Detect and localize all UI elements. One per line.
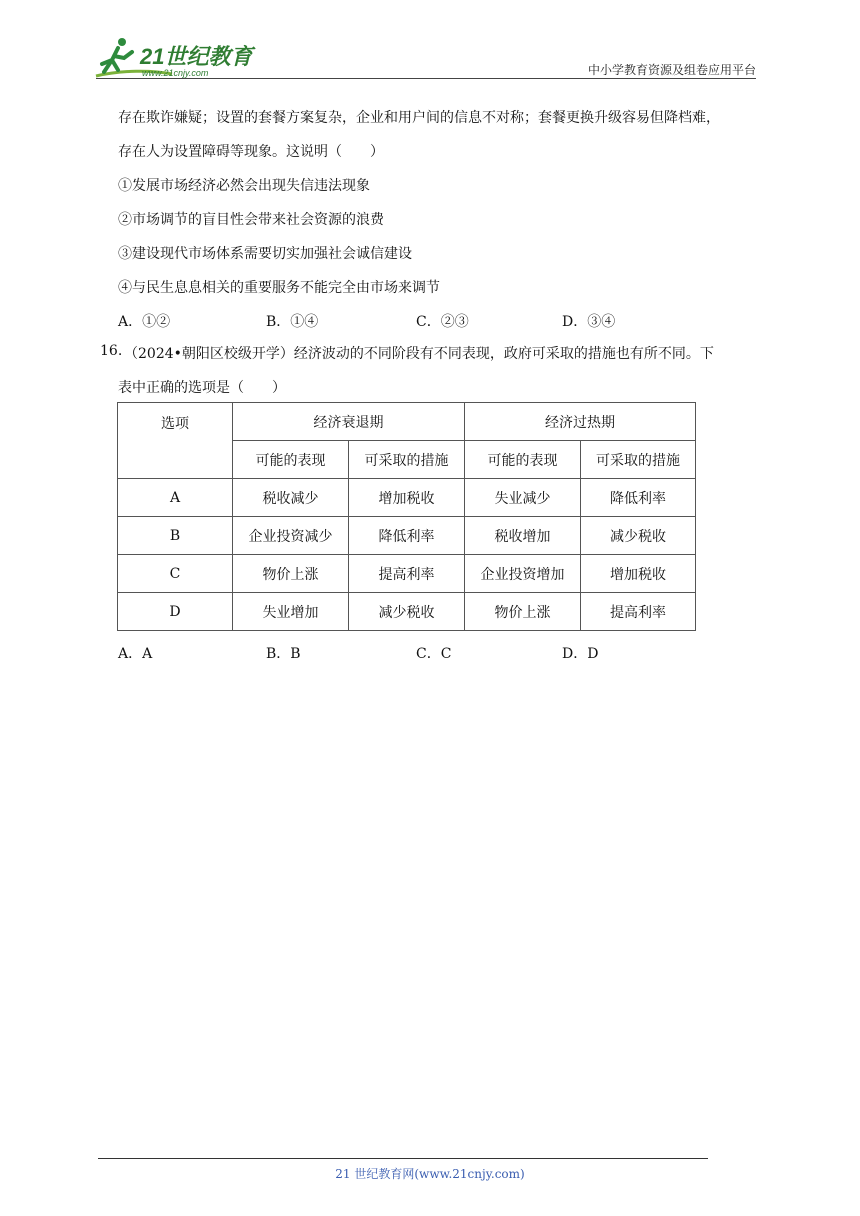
q15-statement-3: ③建设现代市场体系需要切实加强社会诚信建设 [118,246,412,262]
header-platform-text: 中小学教育资源及组卷应用平台 [587,63,756,77]
q16-stem-line-1: （2024•朝阳区校级开学）经济波动的不同阶段有不同表现，政府可采取的措施也有所不同。下 [124,346,714,362]
header-divider [96,78,756,79]
subheader-cell: 可采取的措施 [581,441,696,479]
table-header-row [118,403,696,441]
table-cell: D [118,593,233,631]
table-cell: 物价上涨 [465,593,581,631]
table-cell: 物价上涨 [233,555,349,593]
table-row [118,517,696,555]
q15-option-a[interactable]: A．①② [118,314,171,330]
table-row [118,479,696,517]
table-cell: 增加税收 [581,555,696,593]
q15-option-b[interactable]: B．①④ [266,314,319,330]
subheader-cell: 可采取的措施 [349,441,465,479]
table-cell: 税收减少 [233,479,349,517]
q16-number: 16. [100,343,123,359]
recession-header: 经济衰退期 [233,403,465,441]
q15-stem-line-2: 存在人为设置障碍等现象。这说明（ ） [118,144,384,160]
table-cell: 提高利率 [581,593,696,631]
table-corner-cell: 选项 [118,403,233,479]
table-cell: 增加税收 [349,479,465,517]
table-cell: 失业减少 [465,479,581,517]
economy-measures-table [117,402,696,631]
q16-option-a[interactable]: A．A [118,646,153,662]
site-logo [92,36,262,80]
overheating-header: 经济过热期 [465,403,696,441]
q15-stem-line-1: 存在欺诈嫌疑；设置的套餐方案复杂，企业和用户间的信息不对称；套餐更换升级容易但降档难， [118,110,720,126]
q16-option-b[interactable]: B．B [266,646,301,662]
q15-statement-2: ②市场调节的盲目性会带来社会资源的浪费 [118,212,384,228]
table-cell: C [118,555,233,593]
q16-option-d[interactable]: D．D [562,646,599,662]
q16-stem-line-2: 表中正确的选项是（ ） [118,380,286,396]
subheader-cell: 可能的表现 [233,441,349,479]
q15-statement-4: ④与民生息息相关的重要服务不能完全由市场来调节 [118,280,440,296]
subheader-cell: 可能的表现 [465,441,581,479]
table-cell: 降低利率 [581,479,696,517]
q15-option-d[interactable]: D．③④ [562,314,616,330]
table-cell: 降低利率 [349,517,465,555]
table-cell: B [118,517,233,555]
table-row [118,555,696,593]
table-cell: 企业投资减少 [233,517,349,555]
q15-option-c[interactable]: C．②③ [416,314,469,330]
table-cell: 减少税收 [581,517,696,555]
q16-option-c[interactable]: C．C [416,646,452,662]
footer-divider [98,1158,708,1159]
q15-statement-1: ①发展市场经济必然会出现失信违法现象 [118,178,370,194]
table-cell: 失业增加 [233,593,349,631]
table-cell: 减少税收 [349,593,465,631]
logo-text: 21世纪教育 [140,44,253,69]
table-cell: A [118,479,233,517]
footer-link[interactable]: 21 世纪教育网(www.21cnjy.com) [335,1167,525,1181]
table-cell: 企业投资增加 [465,555,581,593]
table-row [118,593,696,631]
table-cell: 税收增加 [465,517,581,555]
logo-url: www.21cnjy.com [142,68,209,78]
table-cell: 提高利率 [349,555,465,593]
